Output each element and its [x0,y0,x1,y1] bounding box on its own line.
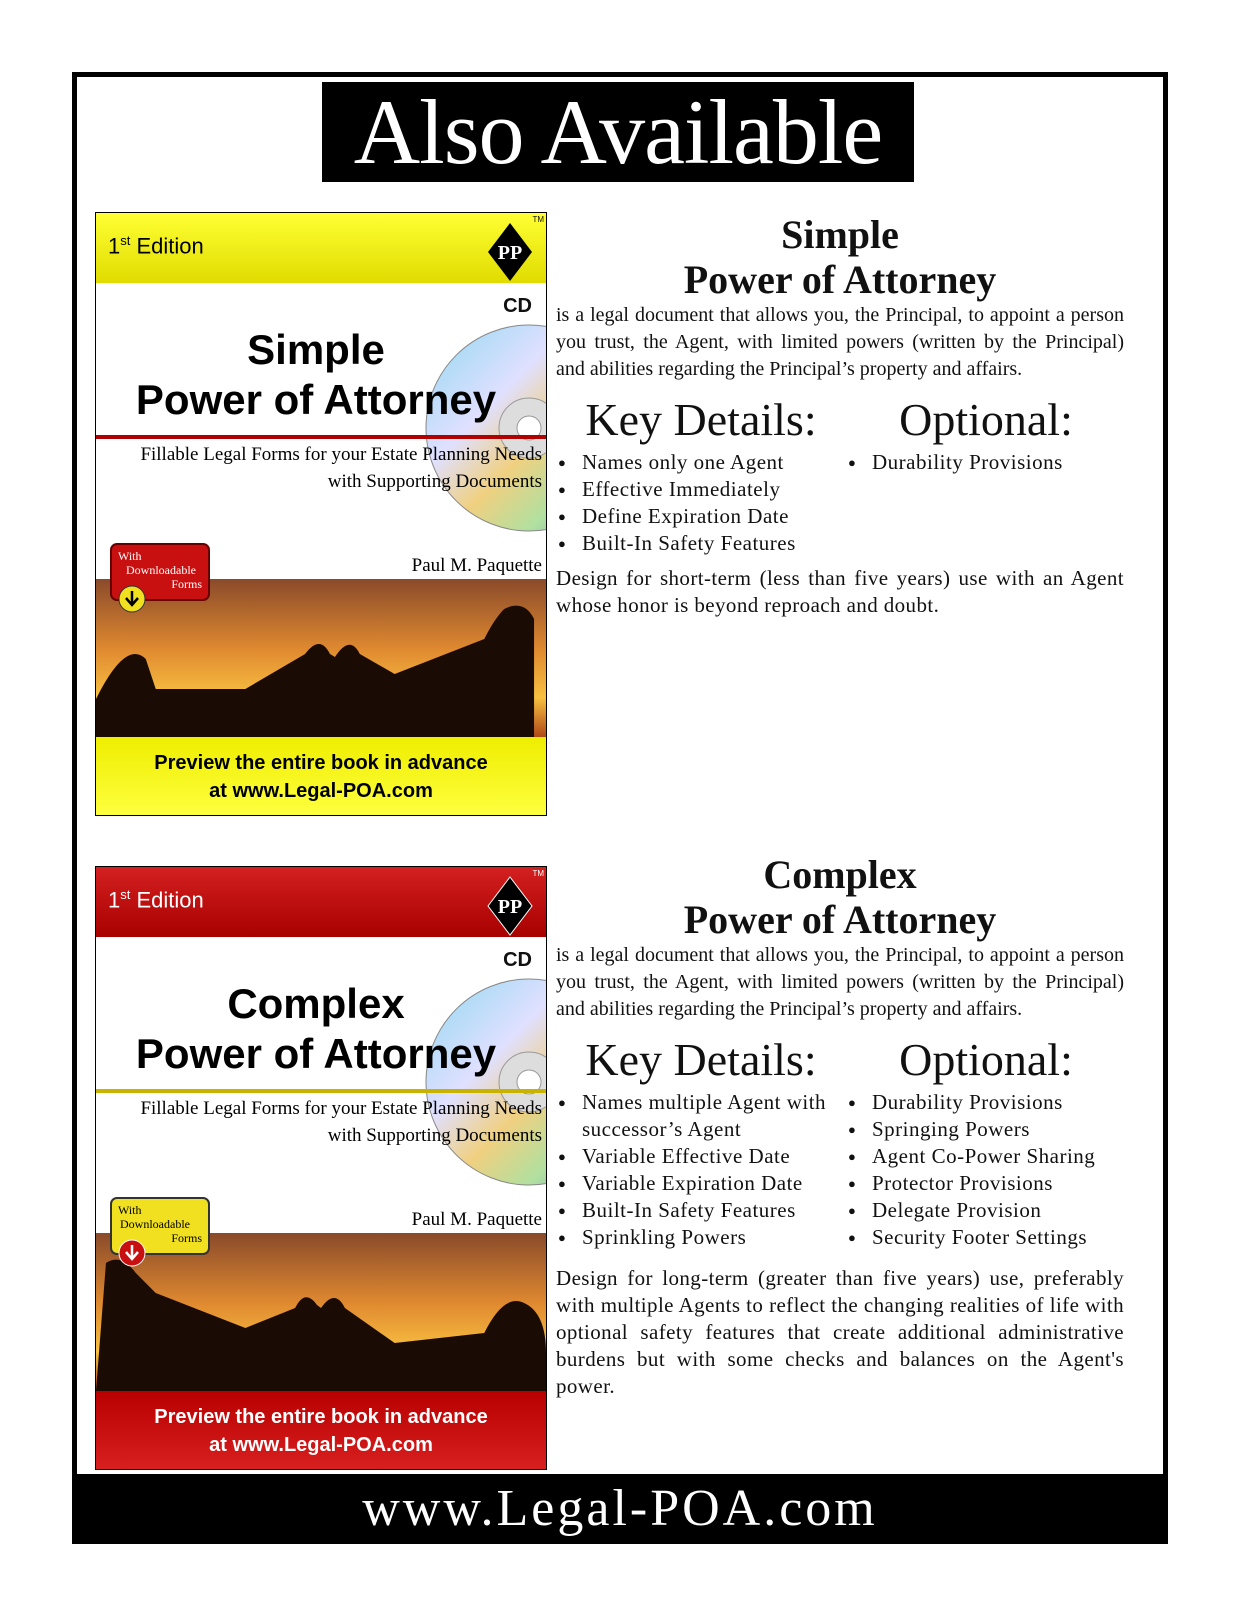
downloadable-forms-badge: With Downloadable Forms [110,543,210,601]
optional-heading: Optional: [899,1034,1073,1085]
details-columns [556,1035,1124,1265]
svg-text:PP: PP [497,896,523,918]
cover-preview-band: Preview the entire book in advance at www.Legal-POA.com [96,737,546,816]
page-title: Also Available [322,82,914,182]
optional-item: ● Protector Provisions [846,1170,1126,1197]
publisher-logo-icon [486,221,534,283]
product-note: Design for short-term (less than five years) use with an Agent whose honor is beyond reproach and doubt. [556,566,1124,617]
optional-column [846,1035,1126,1251]
trademark-label: TM [532,869,544,878]
sunset-photo [96,1233,546,1391]
cover-header-band [96,213,546,283]
footer-url: www.Legal-POA.com [72,1474,1168,1544]
optional-heading: Optional: [899,394,1073,445]
product-intro: is a legal document that allows you, the Principal, to appoint a person you trust, the Agent, with limited powers (written by the Principal) and abilities regarding the Principal’s property and affairs. [556,944,1124,1020]
optional-item: ● Delegate Provision [846,1197,1126,1224]
cover-title: Complex Power of Attorney [135,980,497,1077]
cover-author: Paul M. Paquette [411,555,542,576]
product-description-simple [556,212,1124,619]
key-detail-item: ● Built-In Safety Features [556,530,846,557]
optional-item: ● Durability Provisions [846,449,1126,476]
book-cover-complex [95,866,547,1470]
optional-item: ● Security Footer Settings [846,1224,1126,1251]
trademark-label: TM [532,215,544,224]
key-detail-item: ● Define Expiration Date [556,503,846,530]
cd-label: CD [503,295,532,317]
optional-item: ● Agent Co-Power Sharing [846,1143,1126,1170]
product-note: Design for long-term (greater than five years) use, preferably with multiple Agents to reflect the changing realities of life with optional safety features that create additional administrative burdens but with some checks and balances on the Agent's power. [556,1266,1124,1398]
key-detail-item: ● Sprinkling Powers [556,1224,846,1251]
cover-tagline: Fillable Legal Forms for your Estate Planning Needs with Supporting Documents [140,444,542,492]
key-details-heading: Key Details: [585,394,817,445]
key-details-heading: Key Details: [585,1034,817,1085]
cover-tagline: Fillable Legal Forms for your Estate Planning Needs with Supporting Documents [140,1098,542,1146]
cover-author: Paul M. Paquette [411,1209,542,1230]
key-detail-item: ● Names only one Agent [556,449,846,476]
key-detail-item: ● Effective Immediately [556,476,846,503]
cover-header-band [96,867,546,937]
optional-item: ● Springing Powers [846,1116,1126,1143]
key-detail-item: ● Names multiple Agent with successor’s Agent [556,1089,846,1143]
edition-label: 1st Edition [108,887,204,913]
cover-divider [96,435,546,439]
product-title: Simple Power of Attorney [683,212,997,302]
cover-divider [96,1089,546,1093]
publisher-logo-icon [486,875,534,937]
key-detail-item: ● Variable Effective Date [556,1143,846,1170]
key-details-column [556,395,846,557]
cover-title: Simple Power of Attorney [135,326,497,423]
download-arrow-icon [118,585,146,613]
key-detail-item: ● Variable Expiration Date [556,1170,846,1197]
key-details-column [556,1035,846,1251]
sunset-photo [96,579,546,737]
cd-label: CD [503,949,532,971]
downloadable-forms-badge: With Downloadable Forms [110,1197,210,1255]
svg-text:PP: PP [497,242,523,264]
product-intro: is a legal document that allows you, the Principal, to appoint a person you trust, the Agent, with limited powers (written by the Principal) and abilities regarding the Principal’s property and affairs. [556,304,1124,380]
key-detail-item: ● Built-In Safety Features [556,1197,846,1224]
optional-item: ● Durability Provisions [846,1089,1126,1116]
edition-label: 1st Edition [108,233,204,259]
cover-preview-band: Preview the entire book in advance at www.Legal-POA.com [96,1391,546,1470]
product-description-complex [556,852,1124,1400]
book-cover-simple [95,212,547,816]
optional-column [846,395,1126,476]
product-title: Complex Power of Attorney [683,852,997,942]
download-arrow-icon [118,1239,146,1267]
details-columns [556,395,1124,565]
